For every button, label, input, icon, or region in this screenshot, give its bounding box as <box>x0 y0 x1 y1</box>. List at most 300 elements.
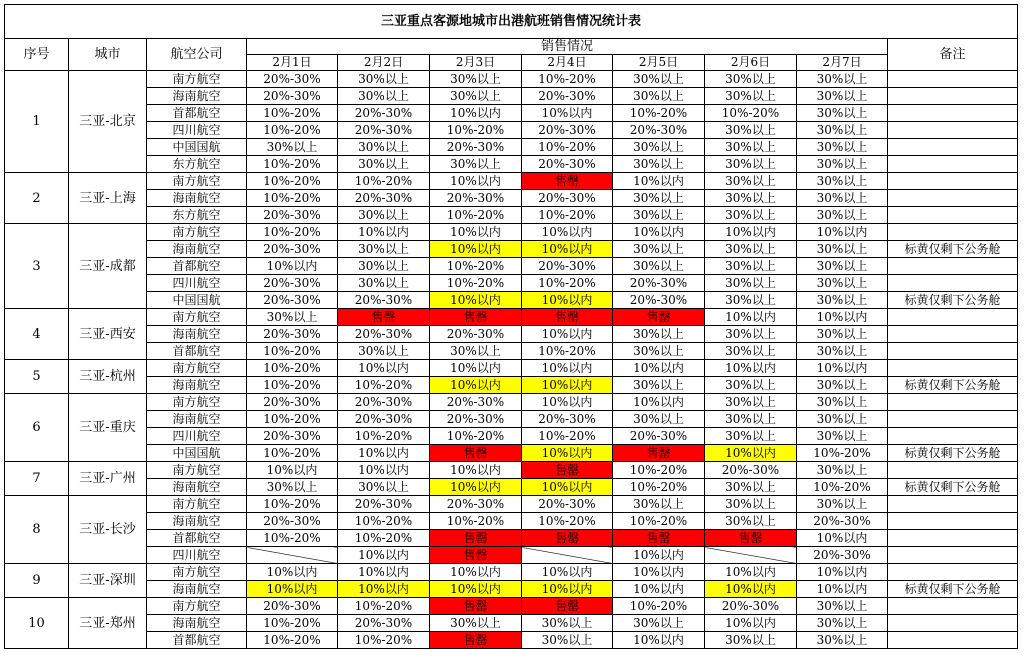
sales-cell: 20%-30% <box>613 292 705 309</box>
sold-out-cell: 售罄 <box>522 309 613 326</box>
sales-cell: 10%-20% <box>247 445 338 462</box>
sales-cell: 10%-20% <box>430 428 522 445</box>
sales-cell: 30%以上 <box>797 139 888 156</box>
remark-cell <box>888 224 1018 241</box>
table-row <box>5 88 1018 105</box>
sold-out-cell: 售罄 <box>522 173 613 190</box>
sales-cell: 10%-20% <box>797 479 888 496</box>
sales-cell: 30%以上 <box>797 615 888 632</box>
table-row <box>5 598 1018 615</box>
remark-cell <box>888 343 1018 360</box>
sales-cell: 30%以上 <box>797 462 888 479</box>
sales-cell: 10%以内 <box>613 547 705 564</box>
table-row <box>5 581 1018 598</box>
sales-cell: 20%-30% <box>613 122 705 139</box>
sales-cell: 20%-30% <box>522 258 613 275</box>
sales-cell: 20%-30% <box>338 292 430 309</box>
airline-name: 南方航空 <box>147 462 247 479</box>
sales-cell: 10%以内 <box>613 224 705 241</box>
sales-cell: 20%-30% <box>247 241 338 258</box>
sales-cell: 10%以内 <box>613 394 705 411</box>
sales-cell: 10%以内 <box>522 224 613 241</box>
business-only-cell: 10%以内 <box>430 377 522 394</box>
airline-name: 海南航空 <box>147 581 247 598</box>
business-only-cell: 10%以内 <box>522 445 613 462</box>
sales-cell: 30%以上 <box>797 326 888 343</box>
sales-cell: 10%以内 <box>705 564 797 581</box>
table-row <box>5 445 1018 462</box>
table-title: 三亚重点客源地城市出港航班销售情况统计表 <box>5 5 1018 39</box>
sales-cell: 30%以上 <box>338 207 430 224</box>
sales-cell: 30%以上 <box>705 88 797 105</box>
sold-out-cell: 售罄 <box>338 309 430 326</box>
sales-cell: 30%以上 <box>338 479 430 496</box>
sales-cell: 30%以上 <box>338 139 430 156</box>
table-body <box>5 5 1018 649</box>
sales-cell: 10%以内 <box>705 615 797 632</box>
route-city: 三亚-成都 <box>69 224 147 309</box>
airline-name: 首都航空 <box>147 105 247 122</box>
airline-name: 首都航空 <box>147 343 247 360</box>
sales-cell: 10%-20% <box>705 105 797 122</box>
remark-cell: 标黄仅剩下公务舱 <box>888 581 1018 598</box>
sales-cell: 20%-30% <box>430 411 522 428</box>
remark-cell: 标黄仅剩下公务舱 <box>888 479 1018 496</box>
sales-cell: 10%-20% <box>522 207 613 224</box>
sales-cell: 10%以内 <box>338 462 430 479</box>
table-row <box>5 224 1018 241</box>
airline-name: 海南航空 <box>147 241 247 258</box>
sales-cell: 30%以上 <box>705 394 797 411</box>
sales-cell: 10%以内 <box>522 326 613 343</box>
airline-name: 南方航空 <box>147 224 247 241</box>
sales-cell: 20%-30% <box>430 496 522 513</box>
airline-name: 南方航空 <box>147 598 247 615</box>
header-date: 2月3日 <box>430 55 522 71</box>
airline-name: 海南航空 <box>147 513 247 530</box>
header-date: 2月1日 <box>247 55 338 71</box>
header-date: 2月6日 <box>705 55 797 71</box>
sales-cell: 30%以上 <box>705 173 797 190</box>
sales-cell: 30%以上 <box>797 258 888 275</box>
sales-cell: 30%以上 <box>430 615 522 632</box>
sales-cell: 30%以上 <box>613 241 705 258</box>
sales-cell: 30%以上 <box>705 292 797 309</box>
sales-cell: 30%以上 <box>613 326 705 343</box>
sales-cell: 10%-20% <box>338 377 430 394</box>
sold-out-cell: 售罄 <box>522 530 613 547</box>
sales-cell: 30%以上 <box>705 71 797 88</box>
sales-cell: 30%以上 <box>797 88 888 105</box>
sales-cell: 10%-20% <box>522 71 613 88</box>
route-city: 三亚-上海 <box>69 173 147 224</box>
table-row <box>5 496 1018 513</box>
sales-cell: 30%以上 <box>613 496 705 513</box>
sales-cell: 30%以上 <box>797 632 888 649</box>
sales-cell: 20%-30% <box>705 598 797 615</box>
business-only-cell: 10%以内 <box>522 581 613 598</box>
sales-cell: 20%-30% <box>247 71 338 88</box>
sales-cell: 20%-30% <box>338 122 430 139</box>
sales-cell: 30%以上 <box>705 275 797 292</box>
sales-cell: 30%以上 <box>613 615 705 632</box>
sales-cell: 30%以上 <box>613 258 705 275</box>
sales-cell: 20%-30% <box>613 275 705 292</box>
table-row <box>5 309 1018 326</box>
sales-cell: 30%以上 <box>613 88 705 105</box>
airline-name: 四川航空 <box>147 275 247 292</box>
row-index: 4 <box>5 309 69 360</box>
row-index: 9 <box>5 564 69 598</box>
remark-cell <box>888 207 1018 224</box>
sales-cell: 30%以上 <box>705 258 797 275</box>
sales-cell: 30%以上 <box>247 139 338 156</box>
remark-cell <box>888 564 1018 581</box>
sales-cell: 30%以上 <box>705 496 797 513</box>
row-index: 6 <box>5 394 69 462</box>
business-only-cell: 10%以内 <box>430 292 522 309</box>
sales-cell: 10%以内 <box>338 445 430 462</box>
remark-cell <box>888 632 1018 649</box>
airline-name: 首都航空 <box>147 632 247 649</box>
sales-cell: 30%以上 <box>613 71 705 88</box>
sales-cell: 10%以内 <box>338 547 430 564</box>
sales-cell: 30%以上 <box>797 428 888 445</box>
sales-cell: 30%以上 <box>338 343 430 360</box>
route-city: 三亚-长沙 <box>69 496 147 564</box>
sales-cell: 20%-30% <box>247 598 338 615</box>
table-row <box>5 139 1018 156</box>
sold-out-cell: 售罄 <box>430 309 522 326</box>
sales-cell: 30%以上 <box>705 632 797 649</box>
remark-cell: 标黄仅剩下公务舱 <box>888 377 1018 394</box>
sales-cell: 10%以内 <box>247 258 338 275</box>
row-index: 2 <box>5 173 69 224</box>
sales-cell: 30%以上 <box>338 275 430 292</box>
route-city: 三亚-杭州 <box>69 360 147 394</box>
sold-out-cell: 售罄 <box>522 598 613 615</box>
sales-cell: 30%以上 <box>613 190 705 207</box>
table-row <box>5 122 1018 139</box>
sales-cell: 10%以内 <box>247 564 338 581</box>
sales-cell: 30%以上 <box>705 428 797 445</box>
sales-cell: 30%以上 <box>613 343 705 360</box>
sales-cell: 10%以内 <box>247 462 338 479</box>
sales-cell: 20%-30% <box>430 394 522 411</box>
table-row <box>5 258 1018 275</box>
sales-cell: 30%以上 <box>705 139 797 156</box>
sales-cell: 10%-20% <box>338 530 430 547</box>
header-sales: 销售情况 <box>247 39 888 55</box>
sales-cell: 20%-30% <box>247 428 338 445</box>
sales-cell: 30%以上 <box>797 122 888 139</box>
sales-cell: 30%以上 <box>705 411 797 428</box>
airline-name: 海南航空 <box>147 411 247 428</box>
business-only-cell: 10%以内 <box>338 581 430 598</box>
table-row <box>5 530 1018 547</box>
sales-cell: 20%-30% <box>522 190 613 207</box>
sales-cell: 30%以上 <box>613 139 705 156</box>
sales-cell: 10%-20% <box>430 122 522 139</box>
route-city: 三亚-郑州 <box>69 598 147 649</box>
sales-cell: 20%-30% <box>522 122 613 139</box>
table-row <box>5 479 1018 496</box>
sales-cell: 10%以内 <box>430 105 522 122</box>
table-row <box>5 241 1018 258</box>
sales-cell: 10%-20% <box>522 139 613 156</box>
sales-cell: 30%以上 <box>430 343 522 360</box>
row-index: 8 <box>5 496 69 564</box>
sales-cell: 20%-30% <box>522 411 613 428</box>
sold-out-cell: 售罄 <box>430 445 522 462</box>
sales-cell: 10%-20% <box>247 411 338 428</box>
sales-cell: 30%以上 <box>705 479 797 496</box>
route-city: 三亚-西安 <box>69 309 147 360</box>
business-only-cell: 10%以内 <box>430 241 522 258</box>
airline-name: 首都航空 <box>147 258 247 275</box>
remark-cell <box>888 530 1018 547</box>
business-only-cell: 10%以内 <box>705 581 797 598</box>
remark-cell <box>888 190 1018 207</box>
sales-table-sheet <box>4 4 1017 649</box>
sales-cell: 20%-30% <box>247 207 338 224</box>
sales-cell: 30%以上 <box>797 207 888 224</box>
sales-cell: 10%以内 <box>797 224 888 241</box>
sales-cell: 30%以上 <box>613 156 705 173</box>
remark-cell: 标黄仅剩下公务舱 <box>888 292 1018 309</box>
sales-cell: 30%以上 <box>797 275 888 292</box>
sales-cell: 10%-20% <box>247 530 338 547</box>
header-date: 2月7日 <box>797 55 888 71</box>
sales-cell: 30%以上 <box>797 598 888 615</box>
remark-cell <box>888 173 1018 190</box>
table-row <box>5 394 1018 411</box>
route-city: 三亚-深圳 <box>69 564 147 598</box>
header-row-1 <box>5 39 1018 55</box>
sales-cell: 10%-20% <box>613 462 705 479</box>
table-row <box>5 71 1018 88</box>
business-only-cell: 10%以内 <box>705 445 797 462</box>
airline-name: 南方航空 <box>147 173 247 190</box>
sales-cell: 30%以上 <box>797 156 888 173</box>
sales-cell: 30%以上 <box>797 71 888 88</box>
sold-out-cell: 售罄 <box>613 445 705 462</box>
sales-cell: 20%-30% <box>705 462 797 479</box>
sales-cell: 20%-30% <box>247 275 338 292</box>
table-row <box>5 428 1018 445</box>
sales-cell: 10%-20% <box>247 632 338 649</box>
table-row <box>5 105 1018 122</box>
sales-cell: 20%-30% <box>613 428 705 445</box>
airline-name: 海南航空 <box>147 88 247 105</box>
airline-name: 海南航空 <box>147 190 247 207</box>
sales-cell: 20%-30% <box>338 190 430 207</box>
sales-cell: 10%以内 <box>430 224 522 241</box>
remark-cell <box>888 615 1018 632</box>
header-note: 备注 <box>888 39 1018 71</box>
sales-cell: 10%以内 <box>797 360 888 377</box>
sales-cell: 10%-20% <box>797 445 888 462</box>
sales-cell: 10%-20% <box>247 173 338 190</box>
sales-cell: 10%以内 <box>430 173 522 190</box>
remark-cell <box>888 122 1018 139</box>
airline-name: 南方航空 <box>147 309 247 326</box>
airline-name: 东方航空 <box>147 156 247 173</box>
airline-name: 南方航空 <box>147 394 247 411</box>
header-airline: 航空公司 <box>147 39 247 71</box>
sales-cell: 10%-20% <box>430 258 522 275</box>
sales-cell: 20%-30% <box>522 496 613 513</box>
sales-cell: 10%-20% <box>247 496 338 513</box>
sold-out-cell: 售罄 <box>430 547 522 564</box>
sales-cell: 10%以内 <box>522 105 613 122</box>
sales-cell: 30%以上 <box>522 615 613 632</box>
business-only-cell: 10%以内 <box>522 377 613 394</box>
business-only-cell: 10%以内 <box>430 479 522 496</box>
sales-cell: 10%以内 <box>430 360 522 377</box>
sales-cell: 10%-20% <box>247 105 338 122</box>
sales-cell: 30%以上 <box>247 309 338 326</box>
sales-cell: 20%-30% <box>338 615 430 632</box>
sales-cell: 30%以上 <box>430 156 522 173</box>
sales-cell: 10%-20% <box>247 360 338 377</box>
sold-out-cell: 售罄 <box>705 530 797 547</box>
sales-cell: 30%以上 <box>705 513 797 530</box>
route-city: 三亚-重庆 <box>69 394 147 462</box>
sales-cell: 30%以上 <box>338 258 430 275</box>
sales-cell: 20%-30% <box>247 292 338 309</box>
sales-cell: 20%-30% <box>430 190 522 207</box>
table-row <box>5 292 1018 309</box>
row-index: 10 <box>5 598 69 649</box>
title-row <box>5 5 1018 39</box>
sales-cell: 20%-30% <box>338 105 430 122</box>
remark-cell <box>888 360 1018 377</box>
business-only-cell: 10%以内 <box>430 581 522 598</box>
sales-cell: 30%以上 <box>705 122 797 139</box>
sales-cell: 30%以上 <box>797 292 888 309</box>
remark-cell <box>888 88 1018 105</box>
sales-cell: 10%-20% <box>430 207 522 224</box>
airline-name: 南方航空 <box>147 564 247 581</box>
no-flight-cell <box>247 547 338 564</box>
sales-cell: 10%-20% <box>247 122 338 139</box>
remark-cell <box>888 547 1018 564</box>
table-row <box>5 156 1018 173</box>
business-only-cell: 10%以内 <box>522 241 613 258</box>
sales-cell: 10%-20% <box>338 632 430 649</box>
row-index: 3 <box>5 224 69 309</box>
row-index: 1 <box>5 71 69 173</box>
airline-name: 海南航空 <box>147 615 247 632</box>
remark-cell: 标黄仅剩下公务舱 <box>888 445 1018 462</box>
table-row <box>5 462 1018 479</box>
sales-cell: 10%以内 <box>522 360 613 377</box>
sales-cell: 30%以上 <box>247 479 338 496</box>
remark-cell <box>888 71 1018 88</box>
no-flight-cell <box>522 547 613 564</box>
airline-name: 四川航空 <box>147 547 247 564</box>
sales-cell: 10%-20% <box>338 513 430 530</box>
no-flight-cell <box>705 547 797 564</box>
sales-cell: 30%以上 <box>338 88 430 105</box>
sold-out-cell: 售罄 <box>522 462 613 479</box>
sales-cell: 30%以上 <box>613 411 705 428</box>
sales-cell: 30%以上 <box>705 156 797 173</box>
sales-cell: 10%以内 <box>797 564 888 581</box>
table-row <box>5 564 1018 581</box>
sales-cell: 30%以上 <box>613 377 705 394</box>
sales-cell: 20%-30% <box>247 513 338 530</box>
remark-cell <box>888 156 1018 173</box>
sales-cell: 10%-20% <box>338 173 430 190</box>
sales-cell: 30%以上 <box>797 173 888 190</box>
table-row <box>5 343 1018 360</box>
sales-cell: 10%-20% <box>613 598 705 615</box>
airline-name: 四川航空 <box>147 122 247 139</box>
remark-cell <box>888 462 1018 479</box>
airline-name: 南方航空 <box>147 496 247 513</box>
table-row <box>5 513 1018 530</box>
airline-name: 海南航空 <box>147 377 247 394</box>
airline-name: 东方航空 <box>147 207 247 224</box>
table-row <box>5 547 1018 564</box>
sales-cell: 20%-30% <box>247 88 338 105</box>
sales-cell: 10%-20% <box>247 224 338 241</box>
sales-cell: 10%-20% <box>522 513 613 530</box>
sales-cell: 30%以上 <box>797 105 888 122</box>
row-index: 5 <box>5 360 69 394</box>
route-city: 三亚-广州 <box>69 462 147 496</box>
sales-cell: 10%以内 <box>430 462 522 479</box>
route-city: 三亚-北京 <box>69 71 147 173</box>
sales-cell: 30%以上 <box>338 156 430 173</box>
sales-cell: 10%-20% <box>247 190 338 207</box>
sales-cell: 20%-30% <box>338 394 430 411</box>
table-row <box>5 360 1018 377</box>
sales-cell: 20%-30% <box>797 547 888 564</box>
sales-cell: 10%-20% <box>613 105 705 122</box>
sales-cell: 30%以上 <box>797 411 888 428</box>
remark-cell <box>888 275 1018 292</box>
remark-cell: 标黄仅剩下公务舱 <box>888 241 1018 258</box>
airline-name: 海南航空 <box>147 326 247 343</box>
table-row <box>5 377 1018 394</box>
sales-cell: 20%-30% <box>247 326 338 343</box>
sold-out-cell: 售罄 <box>613 530 705 547</box>
sales-cell: 30%以上 <box>797 241 888 258</box>
remark-cell <box>888 309 1018 326</box>
business-only-cell: 10%以内 <box>522 479 613 496</box>
sales-cell: 10%以内 <box>522 564 613 581</box>
sales-cell: 10%-20% <box>430 275 522 292</box>
sales-cell: 10%以内 <box>613 360 705 377</box>
sales-cell: 30%以上 <box>522 632 613 649</box>
sales-cell: 30%以上 <box>797 377 888 394</box>
sales-cell: 20%-30% <box>338 496 430 513</box>
sales-cell: 10%以内 <box>338 360 430 377</box>
table-row <box>5 411 1018 428</box>
sales-cell: 10%-20% <box>522 275 613 292</box>
sales-cell: 10%-20% <box>338 598 430 615</box>
sales-cell: 10%以内 <box>797 530 888 547</box>
sold-out-cell: 售罄 <box>430 632 522 649</box>
sales-cell: 30%以上 <box>797 394 888 411</box>
sales-cell: 10%以内 <box>338 224 430 241</box>
sales-cell: 10%-20% <box>338 428 430 445</box>
business-only-cell: 10%以内 <box>247 581 338 598</box>
header-date: 2月5日 <box>613 55 705 71</box>
